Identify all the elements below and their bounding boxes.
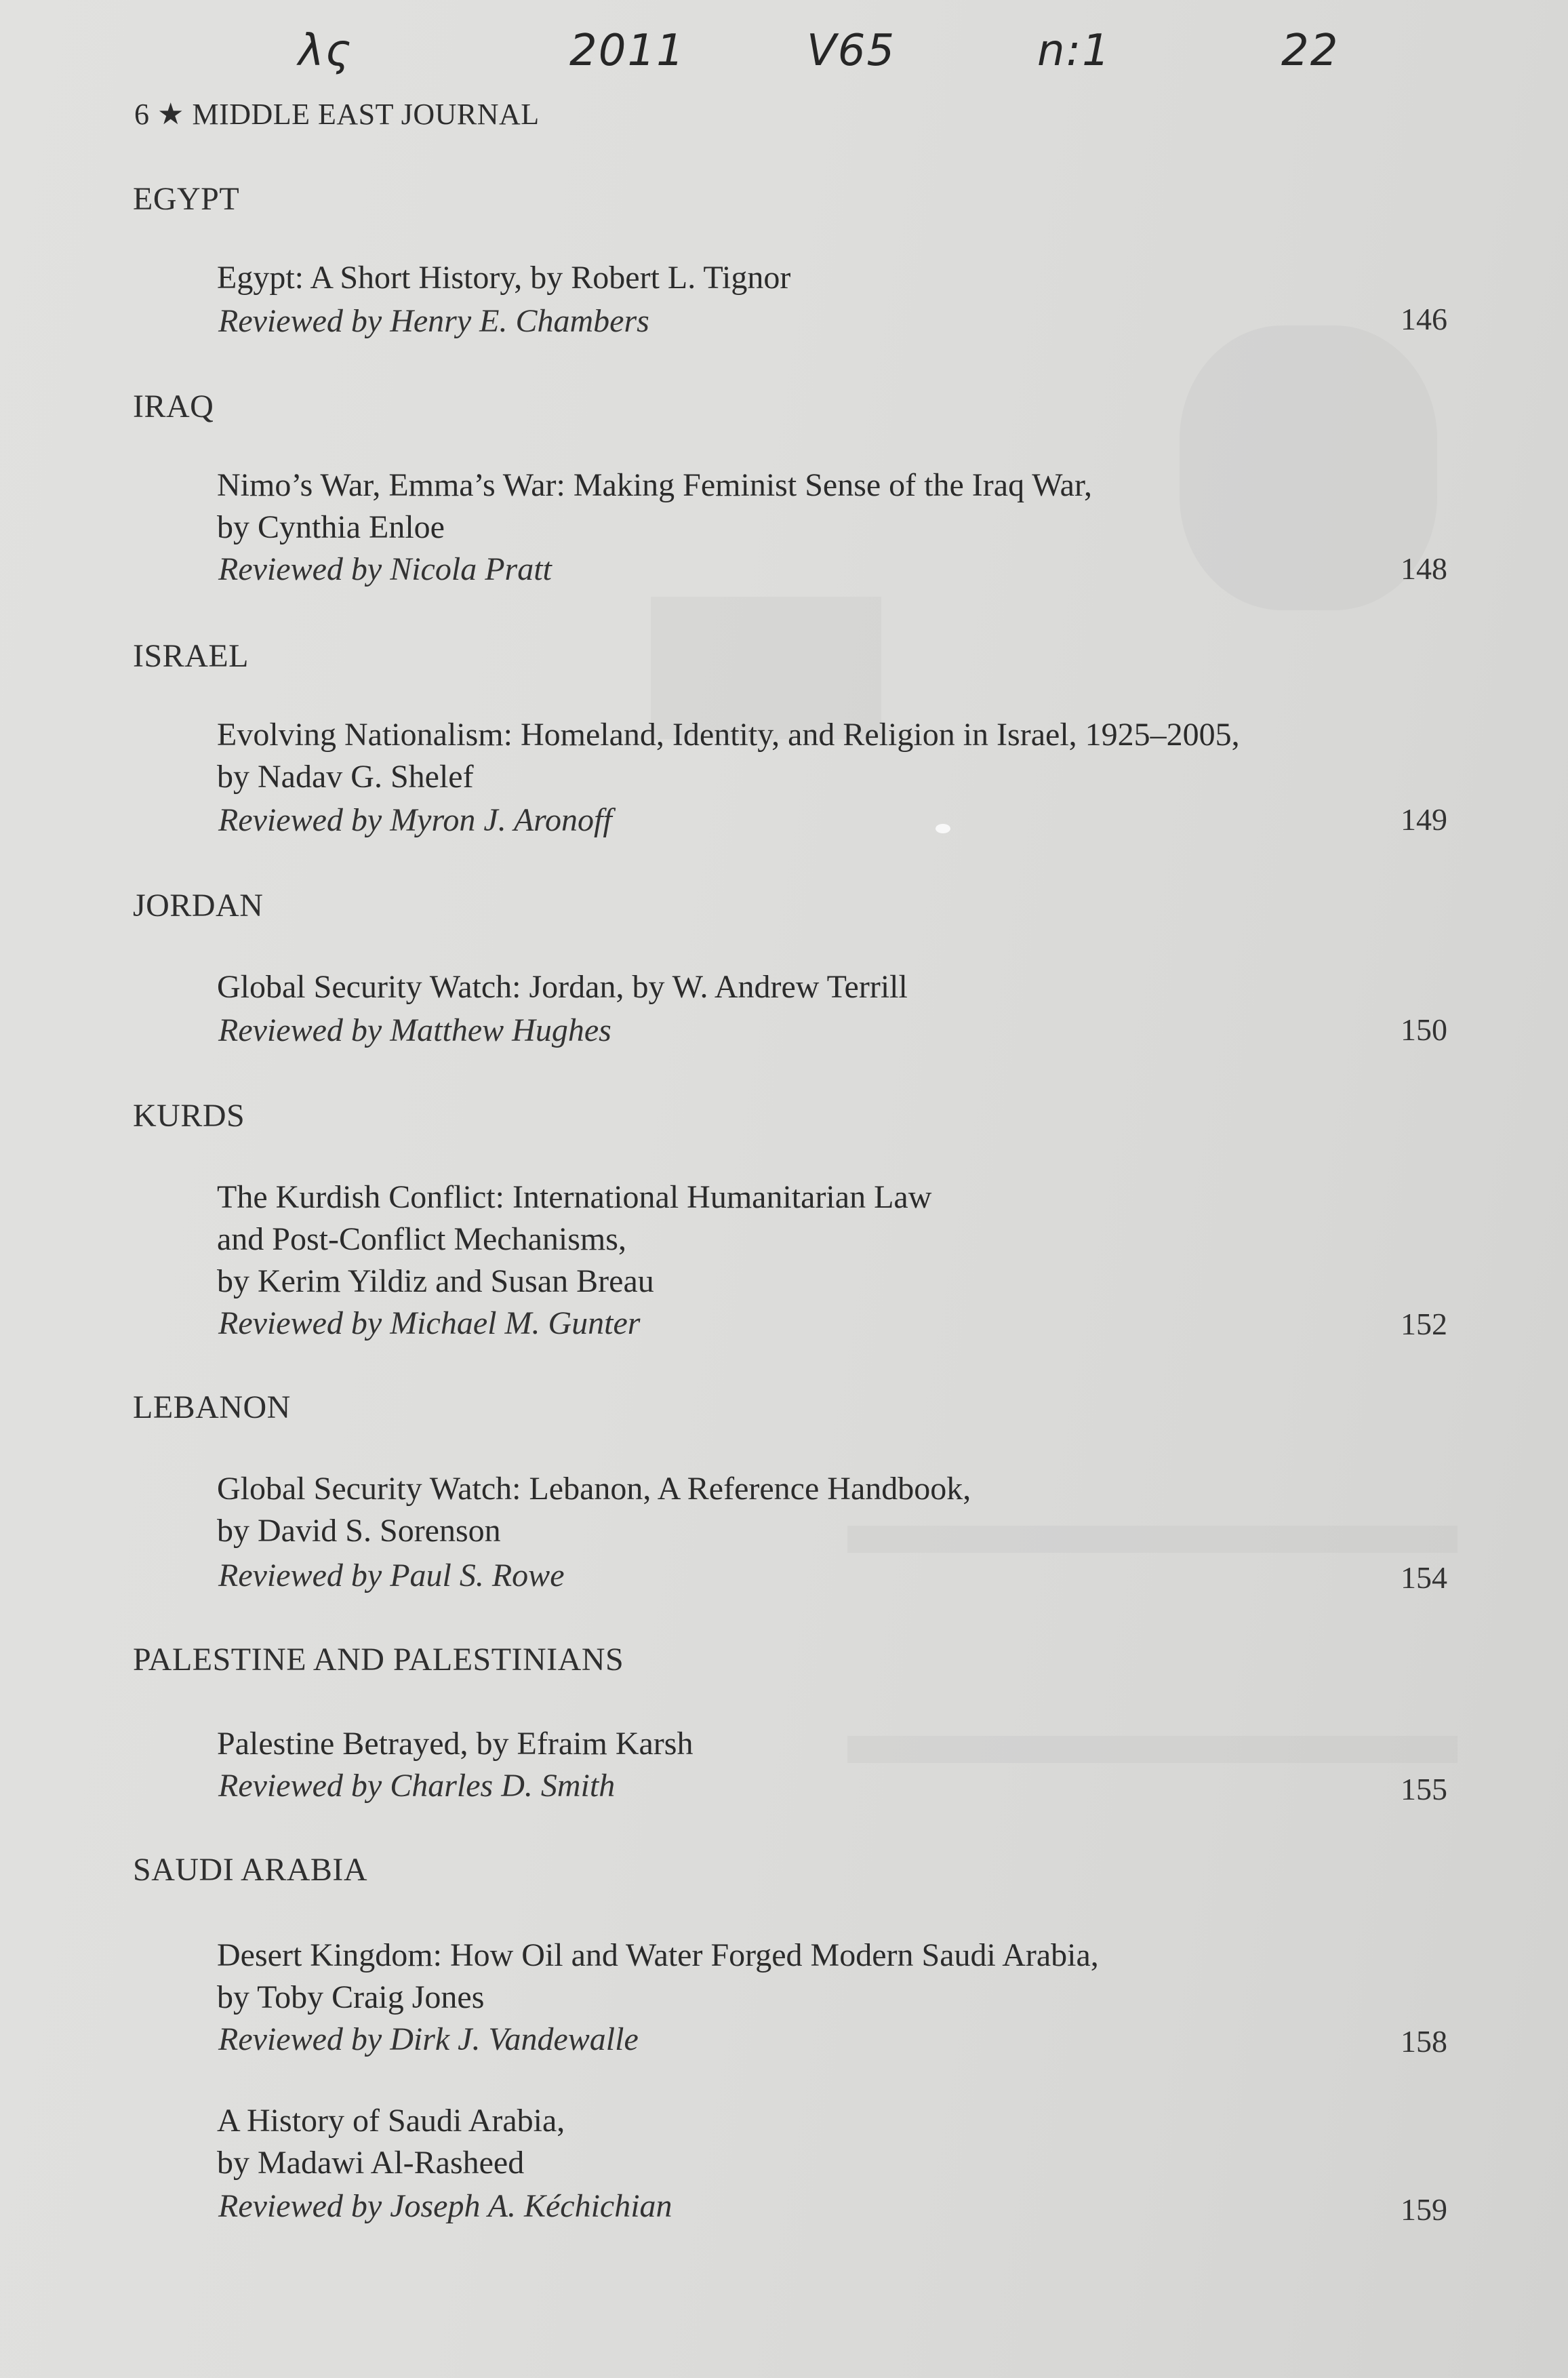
book-title: A History of Saudi Arabia, <box>217 2103 565 2139</box>
reviewer: Reviewed by Nicola Pratt <box>218 551 552 587</box>
handwritten-annotation <box>0 19 1568 80</box>
reviewer: Reviewed by Myron J. Aronoff <box>218 802 612 838</box>
handwritten-volume: V65 <box>807 26 896 76</box>
section-title: EGYPT <box>133 181 240 217</box>
handwritten-mark: λς <box>298 26 353 76</box>
reviewer: Reviewed by Henry E. Chambers <box>218 303 649 339</box>
page-number: 148 <box>1401 551 1447 586</box>
light-glare <box>936 824 950 833</box>
book-author: by David S. Sorenson <box>217 1513 501 1549</box>
reviewer: Reviewed by Paul S. Rowe <box>218 1558 565 1593</box>
book-author: by Cynthia Enloe <box>217 509 445 545</box>
show-through-emblem <box>1180 325 1437 610</box>
page-number: 146 <box>1401 302 1447 336</box>
show-through-band <box>847 1526 1458 1553</box>
book-author: by Kerim Yildiz and Susan Breau <box>217 1263 654 1299</box>
show-through-band <box>847 1736 1458 1763</box>
book-title: Desert Kingdom: How Oil and Water Forged Modern Saudi Arabia, <box>217 1937 1099 1973</box>
page-number: 154 <box>1401 1560 1447 1595</box>
section-title: ISRAEL <box>133 638 249 674</box>
book-title: Palestine Betrayed, by Efraim Karsh <box>217 1726 693 1762</box>
book-author: by Madawi Al-Rasheed <box>217 2145 525 2181</box>
handwritten-number: n:1 <box>1037 26 1111 76</box>
section-title: IRAQ <box>133 389 214 424</box>
section-title: PALESTINE AND PALESTINIANS <box>133 1642 624 1678</box>
section-title: KURDS <box>133 1098 245 1134</box>
running-head: 6 ★ MIDDLE EAST JOURNAL <box>134 98 540 131</box>
book-title: Egypt: A Short History, by Robert L. Tignor <box>217 260 791 296</box>
page-number: 149 <box>1401 802 1447 837</box>
page-number: 159 <box>1401 2192 1447 2227</box>
book-title: Nimo’s War, Emma’s War: Making Feminist Sense of the Iraq War, <box>217 467 1093 503</box>
book-title: The Kurdish Conflict: International Humanitarian Law <box>217 1179 932 1215</box>
reviewer: Reviewed by Michael M. Gunter <box>218 1305 641 1341</box>
section-title: LEBANON <box>133 1389 291 1425</box>
page-number: 152 <box>1401 1307 1447 1341</box>
book-author: by Toby Craig Jones <box>217 1979 485 2015</box>
reviewer: Reviewed by Charles D. Smith <box>218 1768 616 1804</box>
reviewer: Reviewed by Dirk J. Vandewalle <box>218 2021 639 2057</box>
book-title: Global Security Watch: Lebanon, A Reference Handbook, <box>217 1471 971 1507</box>
page-number: 158 <box>1401 2024 1447 2059</box>
section-title: JORDAN <box>133 888 264 924</box>
page-number: 150 <box>1401 1012 1447 1047</box>
book-title-continued: and Post-Conflict Mechanisms, <box>217 1221 626 1257</box>
book-title: Evolving Nationalism: Homeland, Identity, and Religion in Israel, 1925–2005, <box>217 717 1240 753</box>
reviewer: Reviewed by Matthew Hughes <box>218 1012 611 1048</box>
handwritten-count: 22 <box>1281 26 1340 76</box>
reviewer: Reviewed by Joseph A. Kéchichian <box>218 2188 672 2224</box>
page-number: 155 <box>1401 1772 1447 1806</box>
handwritten-year: 2011 <box>569 26 685 76</box>
book-author: by Nadav G. Shelef <box>217 759 474 795</box>
section-title: SAUDI ARABIA <box>133 1852 368 1888</box>
book-title: Global Security Watch: Jordan, by W. Andrew Terrill <box>217 969 908 1005</box>
